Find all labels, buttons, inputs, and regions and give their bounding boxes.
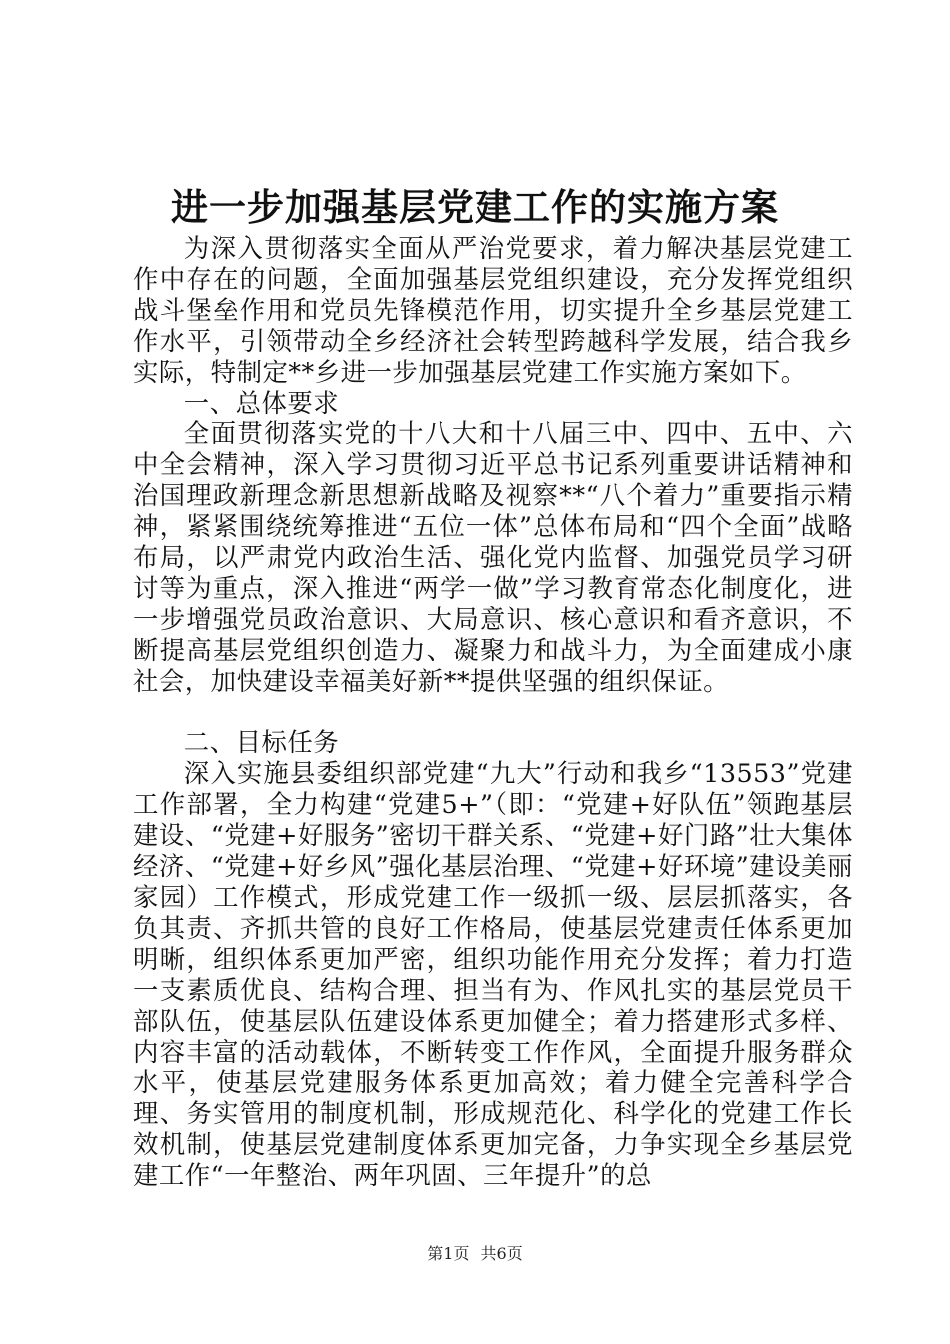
section-body-1: 全面贯彻落实党的十八大和十八届三中、四中、五中、六中全会精神，深入学习贯彻习近平总书记系列重要讲话精神和治国理政新理念新思想新战略及视察**“八个着力”重要指示精神，紧紧围绕统筹推进“五位一体”总体布局和“四个全面”战略布局，以严肃党内政治生活、强化党内监督、加强党员学习研讨等为重点，深入推进“两学一做”学习教育常态化制度化，进一步增强党员政治意识、大局意识、核心意识和看齐意识，不断提高基层党组织创造力、凝聚力和战斗力，为全面建成小康社会，加快建设幸福美好新**提供坚强的组织保证。 bbox=[133, 418, 853, 696]
section-heading-1: 一、总体要求 bbox=[183, 387, 340, 418]
paragraph-spacer bbox=[133, 697, 853, 728]
intro-paragraph: 为深入贯彻落实全面从严治党要求，着力解决基层党建工作中存在的问题，全面加强基层党组织建设，充分发挥党组织战斗堡垒作用和党员先锋模范作用，切实提升全乡基层党建工作水平，引领带动全乡经济社会转型跨越科学发展，结合我乡实际，特制定**乡进一步加强基层党建工作实施方案如下。 bbox=[133, 233, 853, 387]
page-number-current: 第1页 bbox=[427, 1244, 470, 1263]
section-body-2: 深入实施县委组织部党建“九大”行动和我乡“13553”党建工作部署，全力构建“党建5+”（即：“党建+好队伍”领跑基层建设、“党建+好服务”密切干群关系、“党建+好门路”壮大集体经济、“党建+好乡风”强化基层治理、“党建+好环境”建设美丽家园）工作模式，形成党建工作一级抓一级、层层抓落实，各负其责、齐抓共管的良好工作格局，使基层党建责任体系更加明晰，组织体系更加严密，组织功能作用充分发挥；着力打造一支素质优良、结构合理、担当有为、作风扎实的基层党员干部队伍，使基层队伍建设体系更加健全；着力搭建形式多样、内容丰富的活动载体，不断转变工作作风，全面提升服务群众水平，使基层党建服务体系更加高效；着力健全完善科学合理、务实管用的制度机制，形成规范化、科学化的党建工作长效机制，使基层党建制度体系更加完备，力争实现全乡基层党建工作“一年整治、两年巩固、三年提升”的总 bbox=[133, 758, 853, 1191]
page-number-total: 共6页 bbox=[480, 1244, 523, 1263]
section-heading-2: 二、目标任务 bbox=[183, 727, 340, 758]
document-body bbox=[133, 233, 853, 1191]
document-title: 进一步加强基层党建工作的实施方案 bbox=[171, 185, 779, 229]
page-footer bbox=[0, 1243, 950, 1265]
